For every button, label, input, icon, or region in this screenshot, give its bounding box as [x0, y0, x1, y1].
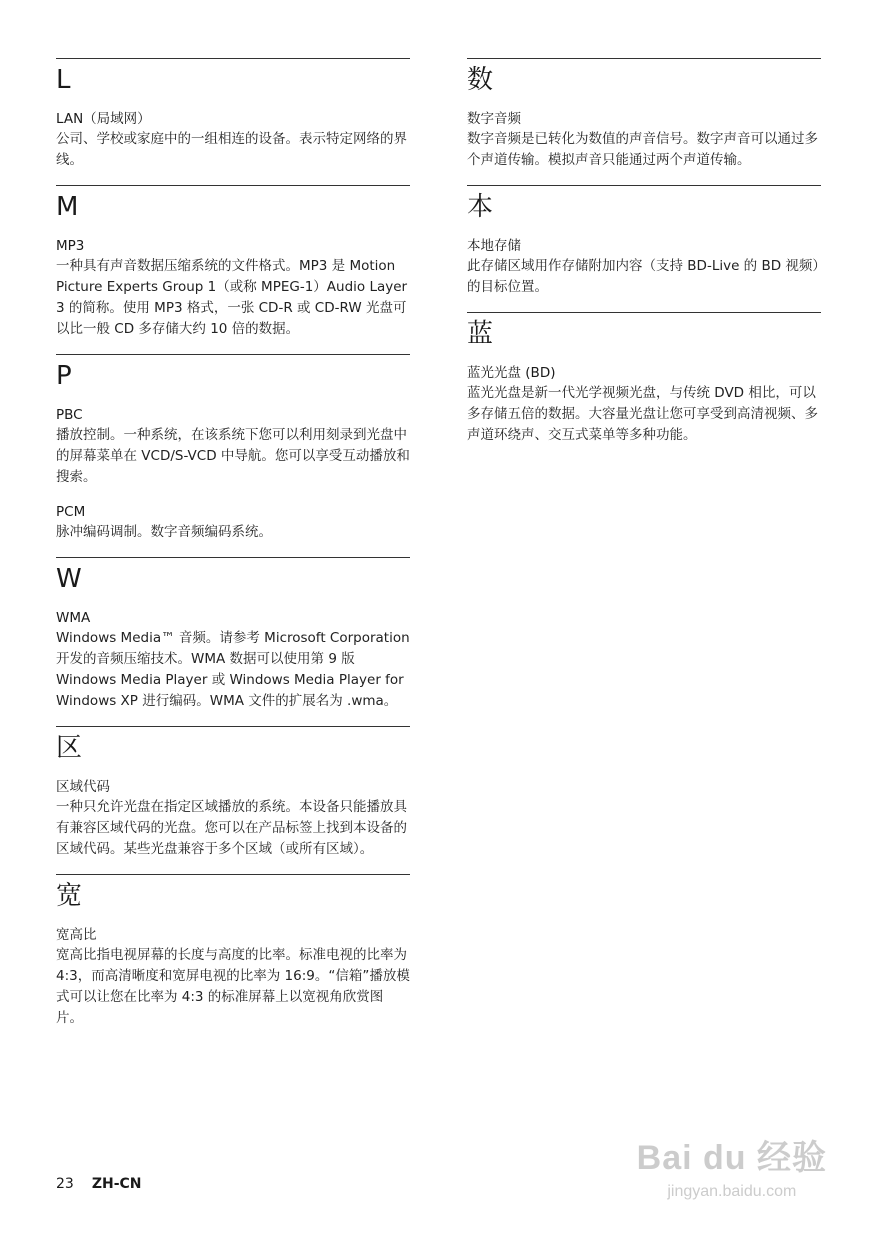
definition: 一种只允许光盘在指定区域播放的系统。本设备只能播放具有兼容区域代码的光盘。您可以在产品标签上找到本设备的区域代码。某些光盘兼容于多个区域（或所有区域）。 [56, 799, 407, 857]
section-lan [467, 312, 821, 446]
glossary-entry [56, 925, 410, 1029]
section-letter: 区 [56, 733, 83, 763]
section-letter: 数 [467, 65, 494, 95]
term: LAN（局域网） [56, 111, 151, 127]
section-letter: M [56, 192, 79, 222]
section-shu [467, 58, 821, 171]
term: 数字音频 [467, 111, 521, 127]
section-qu [56, 726, 410, 860]
glossary-entry [467, 236, 821, 298]
term: PBC [56, 407, 83, 423]
section-l [56, 58, 410, 171]
section-ben [467, 185, 821, 298]
section-letter: W [56, 564, 82, 594]
section-letter: L [56, 65, 71, 95]
term: 蓝光光盘 (BD) [467, 365, 556, 381]
page-number: 23 [56, 1176, 74, 1192]
definition: 播放控制。一种系统，在该系统下您可以利用刻录到光盘中的屏幕菜单在 VCD/S-VCD 中导航。您可以享受互动播放和搜索。 [56, 427, 410, 485]
definition: 此存储区域用作存储附加内容（支持 BD-Live 的 BD 视频）的目标位置。 [467, 258, 820, 295]
section-letter: 宽 [56, 881, 83, 911]
section-letter: 蓝 [467, 319, 494, 349]
definition: 数字音频是已转化为数值的声音信号。数字声音可以通过多个声道传输。模拟声音只能通过两个声道传输。 [467, 131, 818, 168]
right-column [467, 58, 821, 460]
glossary-entry [467, 363, 821, 446]
term: 区域代码 [56, 779, 110, 795]
section-m [56, 185, 410, 340]
definition: 宽高比指电视屏幕的长度与高度的比率。标准电视的比率为 4:3，而高清晰度和宽屏电视的比率为 16:9。“信箱”播放模式可以让您在比率为 4:3 的标准屏幕上以宽视角欣赏图片。 [56, 947, 410, 1026]
glossary-entry [56, 236, 410, 340]
section-p [56, 354, 410, 543]
term: WMA [56, 610, 91, 626]
definition: 脉冲编码调制。数字音频编码系统。 [56, 524, 272, 540]
definition: 一种具有声音数据压缩系统的文件格式。MP3 是 Motion Picture Experts Group 1（或称 MPEG-1）Audio Layer 3 的简称。使用 MP3 格式，一张 CD-R 或 CD-RW 光盘可以比一般 CD 多存储大约 10 倍的数据。 [56, 258, 408, 337]
term: PCM [56, 504, 86, 520]
glossary-entry [56, 502, 410, 543]
definition: 公司、学校或家庭中的一组相连的设备。表示特定网络的界线。 [56, 131, 407, 168]
watermark-url: jingyan.baidu.com [667, 1183, 797, 1200]
language-code: ZH-CN [91, 1176, 142, 1192]
term: 本地存储 [467, 238, 521, 254]
section-kuan [56, 874, 410, 1029]
page-footer [56, 1176, 142, 1192]
section-w [56, 557, 410, 712]
glossary-entry [56, 109, 410, 171]
term: 宽高比 [56, 927, 97, 943]
glossary-entry [56, 405, 410, 488]
watermark-brand: Bai du 经验 [636, 1139, 827, 1177]
watermark [637, 1130, 827, 1201]
left-column [56, 58, 410, 1043]
term: MP3 [56, 238, 85, 254]
glossary-entry [56, 608, 410, 712]
glossary-entry [56, 777, 410, 860]
glossary-entry [467, 109, 821, 171]
definition: 蓝光光盘是新一代光学视频光盘，与传统 DVD 相比，可以多存储五倍的数据。大容量光盘让您可享受到高清视频、多声道环绕声、交互式菜单等多种功能。 [467, 385, 818, 443]
section-letter: 本 [467, 192, 494, 222]
section-letter: P [56, 361, 72, 391]
definition: Windows Media™ 音频。请参考 Microsoft Corporation 开发的音频压缩技术。WMA 数据可以使用第 9 版 Windows Media Player 或 Windows Media Player for Windows XP 进行编码。WMA 文件的扩展名为 .wma。 [56, 630, 410, 709]
